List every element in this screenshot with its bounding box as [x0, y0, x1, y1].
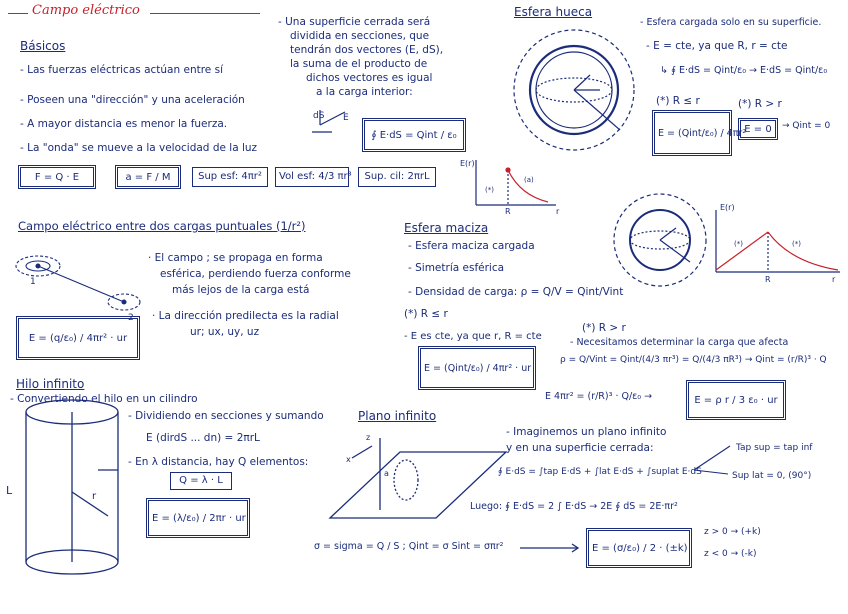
solid-case-inside-line: - Necesitamos determinar la carga que afecta [570, 337, 789, 348]
two-charges-diagram [16, 256, 140, 310]
gauss-ds-label: dS [313, 111, 325, 121]
hollow-inside-note: → Qint = 0 [782, 121, 831, 131]
basics-bullet-1: - Las fuerzas eléctricas actúan entre sí [20, 64, 223, 76]
plane-heading: Plano infinito [358, 409, 437, 423]
charge-1-label: 1 [30, 277, 36, 287]
wire-line-4: - En λ distancia, hay Q elementos: [128, 456, 309, 468]
wire-line-3: E (dirdS ... dn) = 2πrL [146, 432, 260, 444]
solid-gauss-line: E 4πr² = (r/R)³ · Q/ε₀ → [545, 391, 653, 402]
solid-graph-region-outside: (*) [792, 240, 801, 248]
hollow-graph [476, 160, 556, 205]
solid-graph-xlabel: r [832, 275, 836, 284]
hollow-line-2: - E = cte, ya que R, r = cte [646, 40, 788, 52]
formula-sphere-volume: Vol esf: 4/3 πr³ [275, 167, 349, 187]
plane-axis-a: a [384, 469, 389, 478]
solid-formula-outside: E = (Qint/ε₀) / 4πr² · ur [418, 346, 536, 390]
two-charges-heading: Campo eléctrico entre dos cargas puntuales (1/r²) [18, 219, 306, 233]
solid-formula-inside: E = ρ r / 3 ε₀ · ur [686, 380, 786, 420]
formula-cylinder-surface: Sup. cil: 2πrL [358, 167, 436, 187]
plane-flux-line: ∮ E·dS = ∫tap E·dS + ∫lat E·dS + ∫suplat E·dS [498, 467, 702, 477]
wire-formula-e: E = (λ/ε₀) / 2πr · ur [146, 498, 250, 538]
hollow-graph-region-outside: (a) [524, 176, 534, 184]
gauss-line-5: dichos vectores es igual [306, 72, 433, 84]
formula-force: F = Q · E [18, 165, 96, 189]
hollow-sphere-heading: Esfera hueca [514, 5, 593, 19]
plane-axis-x: x [346, 455, 351, 464]
gauss-line-1: - Una superficie cerrada será [278, 16, 431, 28]
two-charges-line-3: más lejos de la carga está [172, 284, 310, 296]
wire-heading: Hilo infinito [16, 377, 85, 391]
hollow-formula-outside: E = (Qint/ε₀) / 4πr² [652, 110, 732, 156]
two-charges-line-5: ur; ux, uy, uz [190, 326, 260, 338]
plane-case-positive: z > 0 → (+k) [704, 527, 761, 537]
solid-sphere-heading: Esfera maciza [404, 221, 489, 235]
solid-line-1: - Esfera maciza cargada [408, 240, 535, 252]
plane-line-1: - Imaginemos un plano infinito [506, 426, 667, 438]
basics-heading: Básicos [20, 39, 66, 53]
gauss-line-2: dividida en secciones, que [290, 30, 430, 42]
cylinder-diagram [26, 400, 118, 574]
hollow-graph-rlabel: R [505, 207, 511, 216]
plane-sigma-line: σ = sigma = Q / S ; Qint = σ Sint = σπr² [314, 541, 504, 552]
basics-bullet-3: - A mayor distancia es menor la fuerza. [20, 118, 228, 130]
solid-graph-ylabel: E(r) [720, 203, 735, 212]
formula-sphere-surface: Sup esf: 4πr² [192, 167, 268, 187]
hollow-sphere-diagram [514, 30, 634, 150]
hollow-graph-region-inside: (*) [485, 186, 494, 194]
plane-case-negative: z < 0 → (-k) [704, 549, 757, 559]
plane-notes-arrows [694, 446, 730, 474]
solid-case-inside: (*) R > r [582, 322, 626, 334]
hollow-formula-inside: E = 0 [738, 118, 778, 140]
two-charges-formula: E = (q/ε₀) / 4πr² · ur [16, 316, 140, 360]
wire-radius-label: r [92, 491, 97, 502]
solid-graph-region-inside: (*) [734, 240, 743, 248]
two-charges-line-2: esférica, perdiendo fuerza conforme [160, 268, 351, 280]
gauss-line-3: tendrán dos vectores (E, dS), [290, 44, 444, 56]
plane-axis-z: z [366, 433, 371, 442]
plane-diagram [330, 438, 506, 518]
gauss-line-6: a la carga interior: [316, 86, 413, 98]
two-charges-line-4: · La dirección predilecta es la radial [152, 310, 339, 322]
formula-acceleration: a = F / M [115, 165, 181, 189]
gauss-line-4: la suma de el producto de [290, 58, 428, 70]
wire-formula-q: Q = λ · L [170, 472, 232, 490]
two-charges-line-1: · El campo ; se propaga en forma [148, 252, 323, 264]
plane-formula: E = (σ/ε₀) / 2 · (±k) [586, 528, 692, 568]
solid-line-2: - Simetría esférica [408, 262, 505, 274]
plane-tap-note: Tap sup = tap inf [736, 443, 813, 453]
page-title: Campo eléctrico [32, 3, 140, 18]
solid-case-outside-line: - E es cte, ya que r, R = cte [404, 331, 542, 342]
hollow-line-1: - Esfera cargada solo en su superficie. [640, 17, 822, 28]
hollow-line-3: ↳ ∮ E·dS = Qint/ε₀ → E·dS = Qint/ε₀ [660, 65, 828, 76]
solid-density-line: ρ = Q/Vint = Qint/(4/3 πr³) = Q/(4/3 πR³) → Qint = (r/R)³ · Q [560, 355, 827, 365]
plane-then-line: Luego: ∮ E·dS = 2 ∫ E·dS → 2E ∮ dS = 2E·πr² [470, 501, 678, 512]
hollow-graph-xlabel: r [556, 207, 560, 216]
solid-line-3: - Densidad de carga: ρ = Q/V = Qint/Vint [408, 286, 624, 298]
solid-graph-rlabel: R [765, 275, 771, 284]
hollow-graph-ylabel: E(r) [460, 159, 475, 168]
hollow-case-outside: (*) R ≤ r [656, 95, 700, 107]
basics-bullet-4: - La "onda" se mueve a la velocidad de la luz [20, 142, 258, 154]
gauss-vector-sketch [312, 110, 345, 132]
solid-sphere-diagram [614, 194, 706, 286]
plane-lat-note: Sup lat = 0, (90°) [732, 471, 812, 481]
basics-bullet-2: - Poseen una "dirección" y una aceleración [20, 94, 245, 106]
plane-line-2: y en una superficie cerrada: [506, 442, 654, 454]
wire-length-label: L [6, 484, 13, 497]
gauss-e-label: E [343, 113, 349, 123]
hollow-case-inside: (*) R > r [738, 98, 782, 110]
charge-2-label: 2 [128, 313, 134, 323]
plane-arrow [520, 544, 578, 552]
wire-line-2: - Dividiendo en secciones y sumando [128, 410, 324, 422]
wire-line-1: - Convertiendo el hilo en un cilindro [10, 393, 198, 405]
gauss-formula: ∮ E·dS = Qint / ε₀ [362, 118, 466, 152]
solid-case-outside: (*) R ≤ r [404, 308, 448, 320]
